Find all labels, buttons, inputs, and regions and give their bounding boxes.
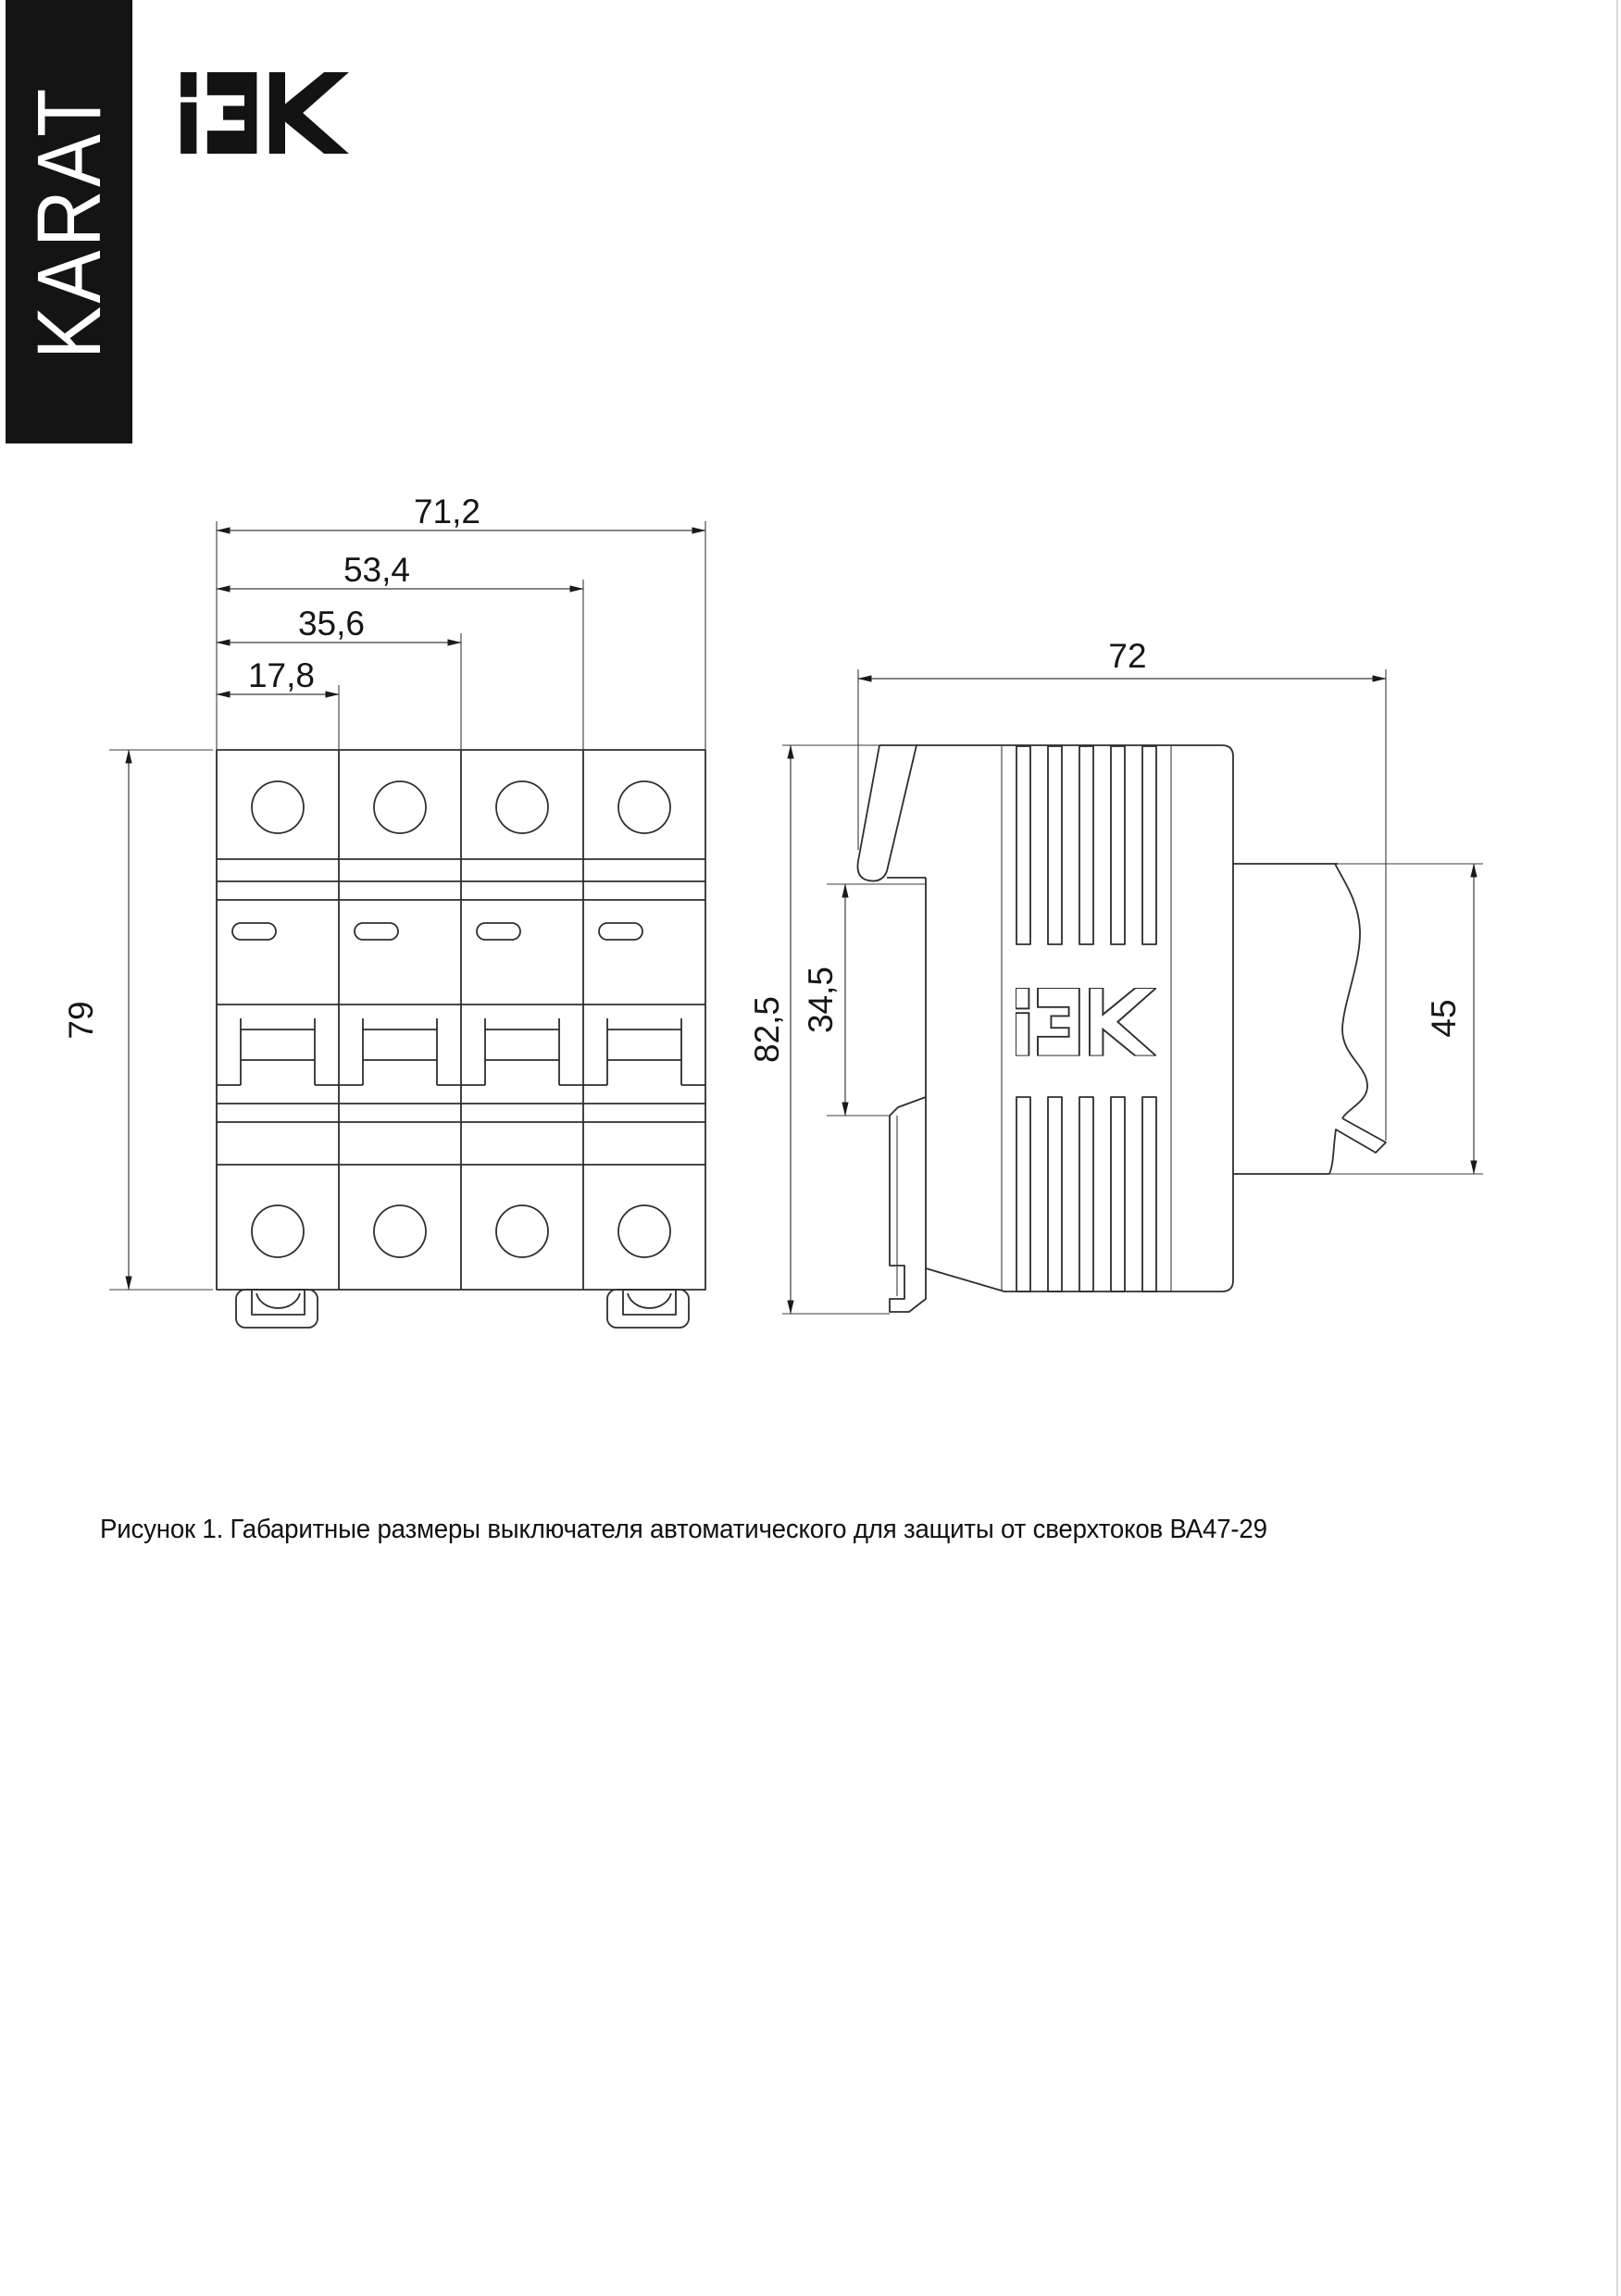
front-indicator-slots xyxy=(232,923,642,940)
side-dimension-lines xyxy=(791,679,1474,1314)
dim-label-terminal-section-height: 45 xyxy=(1425,999,1463,1038)
dim-label-depth: 72 xyxy=(1108,637,1147,675)
side-vent-slots-top xyxy=(1016,746,1156,944)
side-lever xyxy=(857,745,916,881)
dim-label-two-module-width: 35,6 xyxy=(297,605,366,643)
dim-label-front-height: 79 xyxy=(62,1001,100,1040)
figure-caption: Рисунок 1. Габаритные размеры выключателя автоматического для защиты от сверхтоков ВА47-29 xyxy=(100,1515,1267,1544)
side-terminal-clamp xyxy=(1329,1118,1386,1174)
dim-label-total-width: 71,2 xyxy=(413,493,481,530)
front-extension-lines xyxy=(109,521,705,1290)
brand-banner xyxy=(6,0,132,443)
side-view xyxy=(748,637,1483,1314)
brand-banner-label: KARAT xyxy=(18,84,119,359)
front-din-tabs xyxy=(236,1290,689,1328)
page-edge-line xyxy=(1616,0,1618,2296)
dim-label-one-module-width: 17,8 xyxy=(247,656,316,694)
dim-label-total-height: 82,5 xyxy=(748,995,786,1064)
iek-logo-glyphs xyxy=(181,72,349,154)
side-extension-lines xyxy=(782,669,1386,1314)
dim-label-three-module-width: 53,4 xyxy=(343,551,411,589)
front-view xyxy=(62,493,705,1328)
side-vent-slots-bottom xyxy=(1016,1097,1156,1292)
front-dimension-lines xyxy=(129,530,705,1290)
iek-logo xyxy=(181,72,349,154)
side-terminal-break-line xyxy=(1335,864,1367,1118)
dim-label-rail-section-height: 34,5 xyxy=(802,966,840,1034)
technical-drawing xyxy=(0,444,1621,1518)
iek-logo-outline xyxy=(1016,988,1156,1056)
side-din-clip xyxy=(890,1097,926,1312)
side-body xyxy=(879,745,1233,1292)
